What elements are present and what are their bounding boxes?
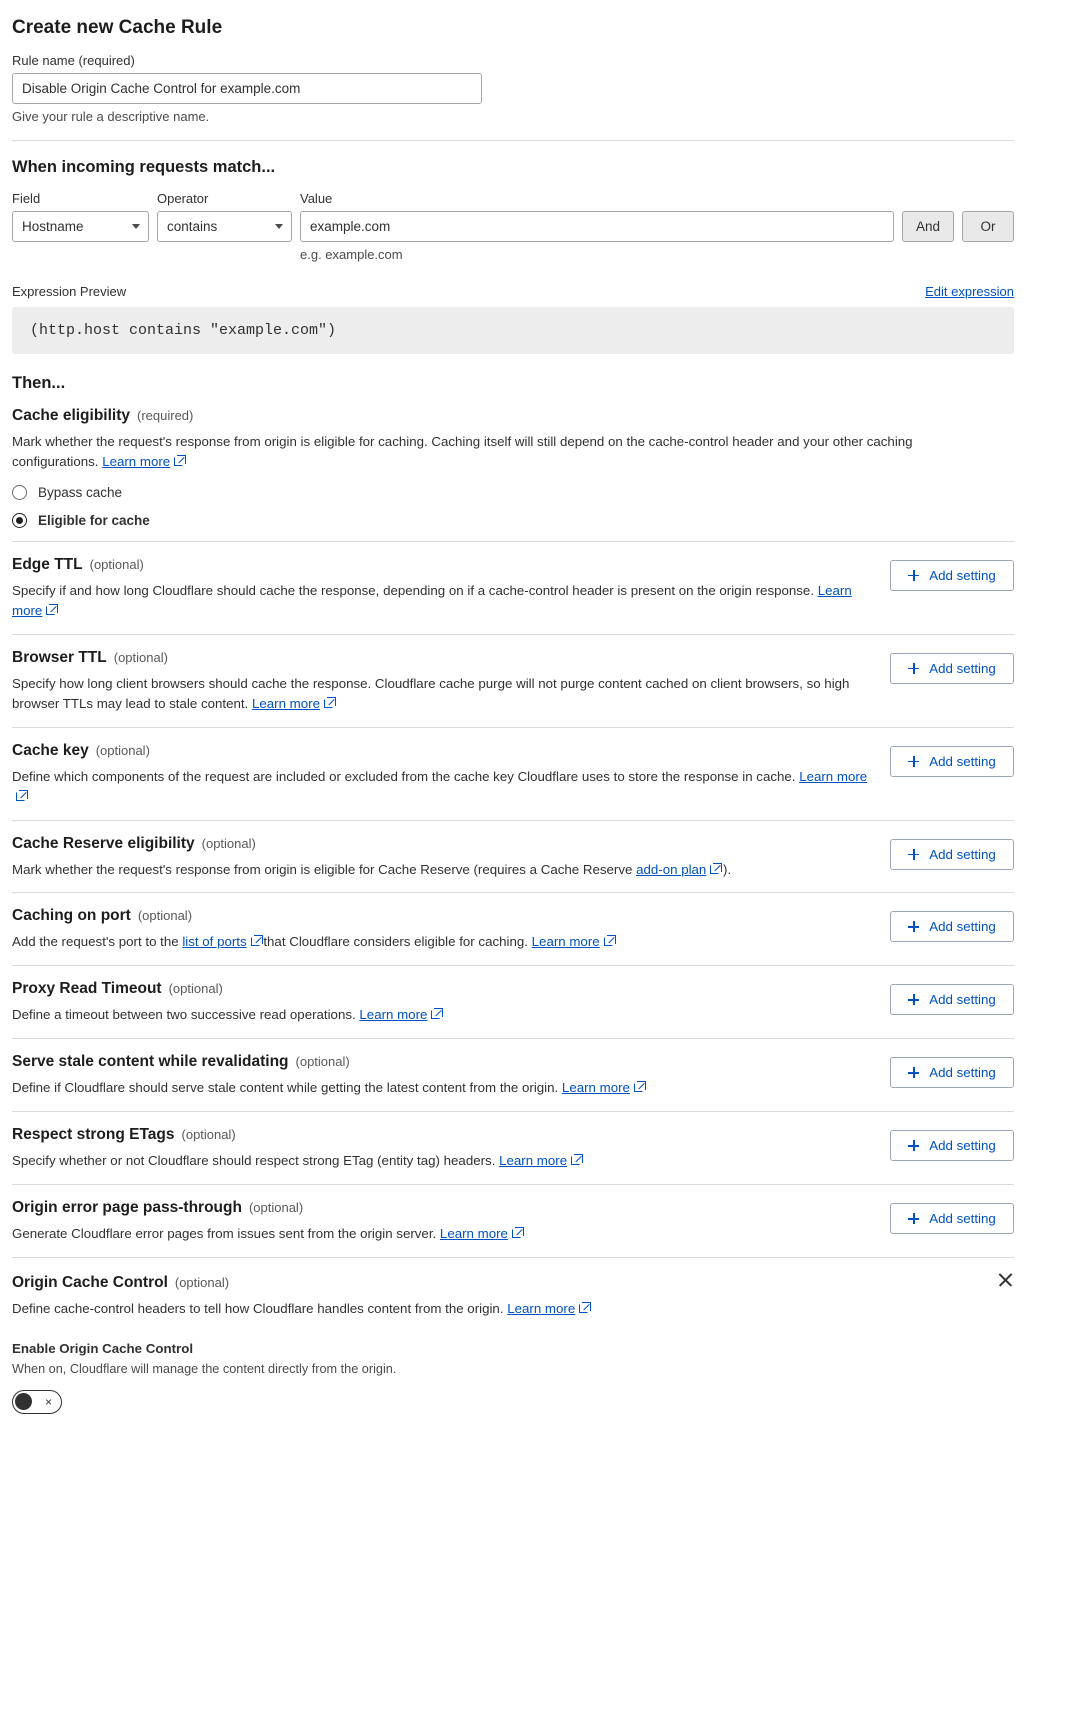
match-section-title: When incoming requests match... (12, 158, 276, 176)
spacer-label (902, 191, 954, 206)
setting-head (12, 1126, 870, 1144)
setting-head (12, 649, 870, 667)
origin-cache-control-desc-text: Define cache-control headers to tell how Cloudflare handles content from the origin. (12, 1301, 504, 1317)
setting-block-browser-ttl (12, 635, 1014, 728)
origin-cache-control-description (12, 1299, 952, 1319)
setting-block-serve-stale-content (12, 1039, 1014, 1112)
eligible-for-cache-option[interactable] (12, 513, 1014, 528)
add-setting-button[interactable] (890, 560, 1014, 591)
or-column (962, 191, 1014, 242)
add-setting-label: Add setting (929, 660, 996, 676)
setting-title: Serve stale content while revalidating (12, 1053, 289, 1071)
rule-name-hint: Give your rule a descriptive name. (12, 109, 210, 124)
cache-eligibility-desc-text: Mark whether the request's response from origin is eligible for caching. Caching itself will still depend on the cache-control header and your other caching configurations. (12, 434, 913, 469)
external-link-icon (710, 865, 719, 874)
setting-optional: (optional) (89, 556, 144, 572)
setting-title: Origin error page pass-through (12, 1199, 242, 1217)
setting-text (12, 1126, 870, 1171)
add-setting-label: Add setting (929, 846, 996, 862)
setting-block-respect-strong-etags (12, 1112, 1014, 1185)
setting-desc-text: Add the request's port to the (12, 934, 179, 950)
operator-column (157, 191, 292, 242)
setting-title: Cache Reserve eligibility (12, 834, 195, 852)
setting-head (12, 742, 870, 760)
setting-optional: (optional) (181, 1127, 236, 1143)
setting-title: Proxy Read Timeout (12, 980, 162, 998)
learn-more-link[interactable]: Learn more (251, 695, 320, 711)
rule-name-input[interactable] (12, 73, 482, 104)
or-button[interactable]: Or (962, 211, 1014, 242)
and-column (902, 191, 954, 242)
setting-optional: (optional) (95, 742, 150, 758)
expression-header (12, 284, 1014, 299)
setting-block-edge-ttl (12, 542, 1014, 635)
setting-head (12, 907, 870, 925)
add-setting-button[interactable] (890, 1057, 1014, 1088)
divider (12, 140, 1014, 141)
eligible-for-cache-label: Eligible for cache (38, 512, 150, 528)
learn-more-link[interactable]: Learn more (561, 1080, 630, 1096)
external-link-icon (46, 606, 55, 615)
operator-label: Operator (157, 191, 209, 206)
external-link-icon (431, 1010, 440, 1019)
create-cache-rule-page (0, 8, 1072, 1710)
rule-name-label: Rule name (required) (12, 53, 135, 68)
setting-text (12, 556, 870, 621)
setting-text (12, 742, 870, 807)
setting-desc-text: Define which components of the request are included or excluded from the cache key Cloudflare uses to store the response in cache. (12, 768, 796, 784)
plus-icon (908, 1067, 919, 1078)
value-hint: e.g. example.com (300, 247, 403, 262)
plus-icon (908, 994, 919, 1005)
add-setting-button[interactable] (890, 839, 1014, 870)
enable-origin-cache-control-desc: When on, Cloudflare will manage the content directly from the origin. (12, 1362, 397, 1377)
plus-icon (908, 756, 919, 767)
enable-origin-cache-control-toggle[interactable] (12, 1390, 62, 1414)
setting-desc-text: Specify how long client browsers should cache the response. Cloudflare cache purge will not purge content cached on client browsers, so high browser TTLs may lead to stale content. (12, 675, 850, 711)
learn-more-link[interactable]: Learn more (531, 934, 600, 950)
radio-eligible-for-cache[interactable] (12, 513, 27, 528)
cache-eligibility-title: Cache eligibility (12, 407, 131, 424)
setting-description (12, 581, 870, 621)
and-button[interactable]: And (902, 211, 954, 242)
setting-optional: (optional) (168, 981, 223, 997)
setting-text (12, 907, 870, 952)
add-setting-label: Add setting (929, 1138, 996, 1154)
learn-more-link[interactable]: Learn more (359, 1007, 428, 1023)
edit-expression-link[interactable]: Edit expression (925, 284, 1014, 299)
setting-row (12, 835, 1014, 880)
setting-row (12, 1126, 1014, 1171)
setting-row (12, 1199, 1014, 1244)
field-select-wrap (12, 211, 149, 242)
setting-desc-text: Specify if and how long Cloudflare should cache the response, depending on if a cache-control header is present on the origin response. (12, 582, 815, 598)
setting-text (12, 1199, 870, 1244)
rule-name-section (12, 53, 1014, 124)
setting-desc-after: that Cloudflare considers eligible for caching. (263, 934, 528, 950)
radio-bypass-cache[interactable] (12, 485, 27, 500)
setting-text (12, 1053, 870, 1098)
setting-description (12, 1078, 870, 1098)
learn-more-link[interactable]: Learn more (499, 1153, 568, 1169)
setting-text (12, 649, 870, 714)
add-on-plan-link[interactable]: add-on plan (636, 861, 707, 877)
add-setting-label: Add setting (929, 919, 996, 935)
add-setting-button[interactable] (890, 1130, 1014, 1161)
bypass-cache-label: Bypass cache (38, 484, 123, 500)
setting-desc-text: Generate Cloudflare error pages from issues sent from the origin server. (12, 1226, 437, 1242)
setting-row (12, 556, 1014, 621)
setting-head (12, 1199, 870, 1217)
field-label: Field (12, 191, 41, 206)
add-setting-label: Add setting (929, 992, 996, 1008)
add-setting-button[interactable] (890, 1203, 1014, 1234)
setting-description (12, 1224, 870, 1244)
value-input[interactable] (300, 211, 894, 242)
setting-title: Cache key (12, 741, 89, 759)
enable-origin-cache-control-label: Enable Origin Cache Control (12, 1341, 194, 1357)
setting-description (12, 860, 870, 880)
cache-eligibility-head (12, 407, 1014, 425)
operator-select[interactable] (157, 211, 292, 242)
add-setting-label: Add setting (929, 1211, 996, 1227)
cache-eligibility-description (12, 432, 952, 472)
setting-block-caching-on-port (12, 893, 1014, 966)
external-link-icon (16, 792, 25, 801)
setting-head (12, 1053, 870, 1071)
setting-title: Caching on port (12, 907, 131, 925)
field-column (12, 191, 149, 242)
setting-text (12, 980, 870, 1025)
origin-cache-control-optional: (optional) (174, 1275, 230, 1291)
setting-block-cache-key (12, 728, 1014, 821)
plus-icon (908, 1213, 919, 1224)
plus-icon (908, 663, 919, 674)
setting-row (12, 742, 1014, 807)
setting-description (12, 932, 870, 952)
setting-title: Edge TTL (12, 555, 83, 573)
operator-select-wrap (157, 211, 292, 242)
add-setting-label: Add setting (929, 567, 996, 583)
origin-cache-control-block (12, 1258, 1014, 1414)
setting-desc-text: Specify whether or not Cloudflare should respect strong ETag (entity tag) headers. (12, 1153, 496, 1169)
value-column (300, 191, 894, 262)
add-setting-button[interactable] (890, 746, 1014, 777)
add-setting-label: Add setting (929, 1065, 996, 1081)
setting-block-proxy-read-timeout (12, 966, 1014, 1039)
learn-more-link[interactable]: Learn more (799, 768, 868, 784)
external-link-icon (324, 699, 333, 708)
setting-optional: (optional) (201, 835, 256, 851)
plus-icon (908, 921, 919, 932)
external-link-icon (251, 937, 260, 946)
plus-icon (908, 1140, 919, 1151)
setting-description (12, 767, 870, 807)
add-setting-button[interactable] (890, 984, 1014, 1015)
learn-more-link[interactable]: Learn more (12, 582, 852, 618)
toggle-knob (15, 1393, 32, 1410)
plus-icon (908, 849, 919, 860)
origin-cache-control-head (12, 1274, 1014, 1292)
list-of-ports-link[interactable]: list of ports (182, 934, 247, 950)
setting-title: Browser TTL (12, 648, 107, 666)
external-link-icon (174, 457, 183, 466)
external-link-icon (512, 1229, 521, 1238)
external-link-icon (571, 1156, 580, 1165)
plus-icon (908, 570, 919, 581)
page-title: Create new Cache Rule (12, 17, 223, 38)
setting-desc-after: ). (723, 861, 732, 877)
setting-head (12, 556, 870, 574)
setting-block-origin-error-page-pass-through (12, 1185, 1014, 1258)
setting-optional: (optional) (137, 908, 193, 924)
toggle-off-icon: × (44, 1395, 52, 1410)
setting-description (12, 1005, 870, 1025)
setting-optional: (optional) (248, 1200, 304, 1216)
spacer-label (962, 191, 1014, 206)
setting-row (12, 649, 1014, 714)
match-row (12, 191, 1014, 262)
setting-description (12, 674, 870, 714)
add-setting-button[interactable] (890, 653, 1014, 684)
learn-more-link[interactable]: Learn more (507, 1301, 576, 1317)
setting-block-cache-reserve-eligibility (12, 821, 1014, 894)
setting-desc-text: Mark whether the request's response from origin is eligible for Cache Reserve (requires a Cache Reserve (12, 861, 633, 877)
cache-eligibility-required: (required) (137, 408, 194, 423)
external-link-icon (634, 1083, 643, 1092)
close-icon[interactable] (997, 1271, 1014, 1288)
setting-title: Respect strong ETags (12, 1126, 175, 1144)
then-title: Then... (12, 374, 66, 392)
external-link-icon (604, 937, 613, 946)
expression-preview-box: (http.host contains "example.com") (12, 307, 1014, 354)
expression-preview-label: Expression Preview (12, 284, 127, 299)
cache-eligibility-block (12, 393, 1014, 542)
add-setting-button[interactable] (890, 911, 1014, 942)
origin-cache-control-title: Origin Cache Control (12, 1274, 168, 1292)
setting-head (12, 835, 870, 853)
field-select[interactable] (12, 211, 149, 242)
external-link-icon (579, 1304, 588, 1313)
setting-desc-text: Define a timeout between two successive read operations. (12, 1007, 356, 1023)
setting-optional: (optional) (113, 649, 168, 665)
setting-head (12, 980, 870, 998)
learn-more-link[interactable]: Learn more (102, 453, 171, 469)
learn-more-link[interactable]: Learn more (439, 1226, 508, 1242)
setting-row (12, 980, 1014, 1025)
setting-description (12, 1151, 870, 1171)
setting-desc-text: Define if Cloudflare should serve stale content while getting the latest content from the origin. (12, 1080, 559, 1096)
setting-row (12, 1053, 1014, 1098)
setting-text (12, 835, 870, 880)
bypass-cache-option[interactable] (12, 485, 1014, 500)
add-setting-label: Add setting (929, 753, 996, 769)
setting-row (12, 907, 1014, 952)
value-label: Value (300, 191, 333, 206)
setting-optional: (optional) (295, 1054, 350, 1070)
